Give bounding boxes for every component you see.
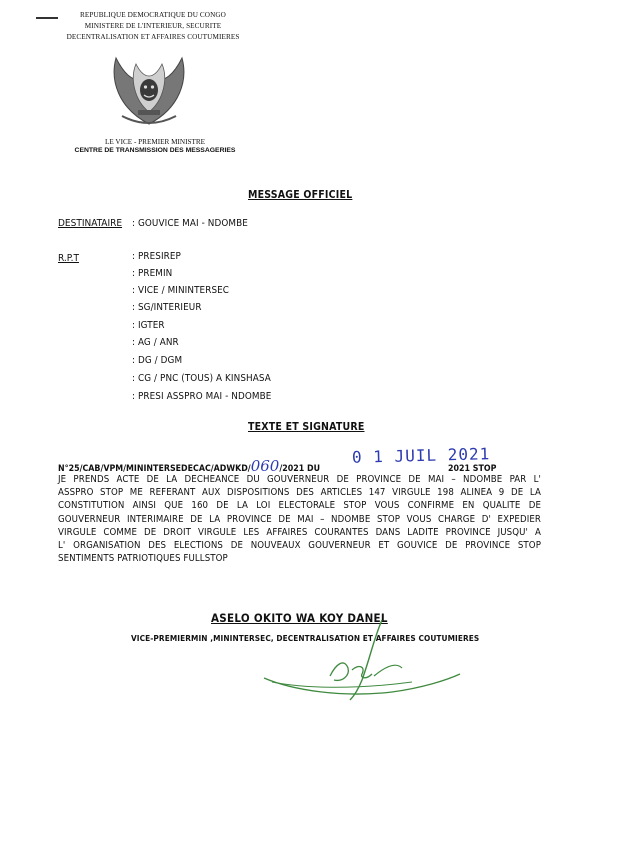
handwritten-date: 0 1 JUIL 2021 xyxy=(351,444,491,467)
body-line: L' ORGANISATION DES ELECTIONS DE NOUVEAUX GOUVERNEUR ET GOUVICE DE PROVINCE STOP xyxy=(58,540,541,552)
rpt-item: : IGTER xyxy=(132,320,165,331)
body-line: GOUVERNEUR INTERIMAIRE DE LA PROVINCE DE MAI – NDOMBE STOP VOUS CHARGE D' EXPEDIER xyxy=(58,513,541,525)
rpt-item: : PRESI ASSPRO MAI - NDOMBE xyxy=(132,391,272,402)
reference-prefix: N°25/CAB/VPM/MININTERSEDECAC/ADWKD/ xyxy=(58,464,251,474)
body-line: CONSTITUTION AINSI QUE 160 DE LA LOI ELECTORALE STOP VOUS CONFIRME EN QUALITE DE xyxy=(58,500,541,512)
body-line: VIRGULE COMME DE DROIT VIRGULE LES AFFAIRES COURANTES DANS LADITE PROVINCE JUSQU' A xyxy=(58,526,541,538)
rpt-item: : VICE / MININTERSEC xyxy=(132,285,230,296)
handwritten-signature xyxy=(262,618,462,706)
rpt-item: : PREMIN xyxy=(132,268,173,279)
text-section-title: TEXTE ET SIGNATURE xyxy=(248,421,365,433)
reference-du: /2021 DU xyxy=(279,464,320,474)
rpt-item: : PRESIREP xyxy=(132,251,181,262)
message-title: MESSAGE OFFICIEL xyxy=(248,189,353,201)
rpt-item: : AG / ANR xyxy=(132,337,179,348)
handwritten-number: 060 xyxy=(250,457,280,475)
transmission-center: CENTRE DE TRANSMISSION DES MESSAGERIES xyxy=(74,147,236,154)
signer-name: ASELO OKITO WA KOY DANEL xyxy=(211,611,388,625)
header-ministry: MINISTERE DE L'INTERIEUR, SECURITE xyxy=(84,22,222,30)
body-line: SENTIMENTS PATRIOTIQUES FULLSTOP xyxy=(58,553,228,565)
letterhead xyxy=(38,10,268,43)
rpt-item: : DG / DGM xyxy=(132,355,183,366)
body-line: JE PRENDS ACTE DE LA DECHEANCE DU GOUVERNEUR DE PROVINCE DE MAI – NDOMBE PAR L' xyxy=(58,474,541,485)
recipient-value: : GOUVICE MAI - NDOMBE xyxy=(132,218,248,229)
rpt-item: : SG/INTERIEUR xyxy=(132,302,202,313)
header-department: DECENTRALISATION ET AFFAIRES COUTUMIERES xyxy=(66,33,240,41)
rpt-label: R.P.T xyxy=(58,253,79,264)
message-body xyxy=(58,473,541,565)
office-title: LE VICE - PREMIER MINISTRE xyxy=(104,138,206,146)
body-line: ASSPRO STOP ME REFERANT AUX DISPOSITIONS DES ARTICLES 147 VIRGULE 198 ALINEA 9 DE LA xyxy=(58,487,541,499)
recipient-label: DESTINATAIRE xyxy=(58,218,123,229)
rpt-item: : CG / PNC (TOUS) A KINSHASA xyxy=(132,373,271,384)
header-country: REPUBLIQUE DEMOCRATIQUE DU CONGO xyxy=(80,11,226,19)
coat-of-arms-icon xyxy=(108,50,190,130)
signer-title: VICE-PREMIERMIN ,MININTERSEC, DECENTRALISATION ET AFFAIRES COUTUMIERES xyxy=(131,633,480,643)
reference-suffix: 2021 STOP xyxy=(448,464,497,474)
